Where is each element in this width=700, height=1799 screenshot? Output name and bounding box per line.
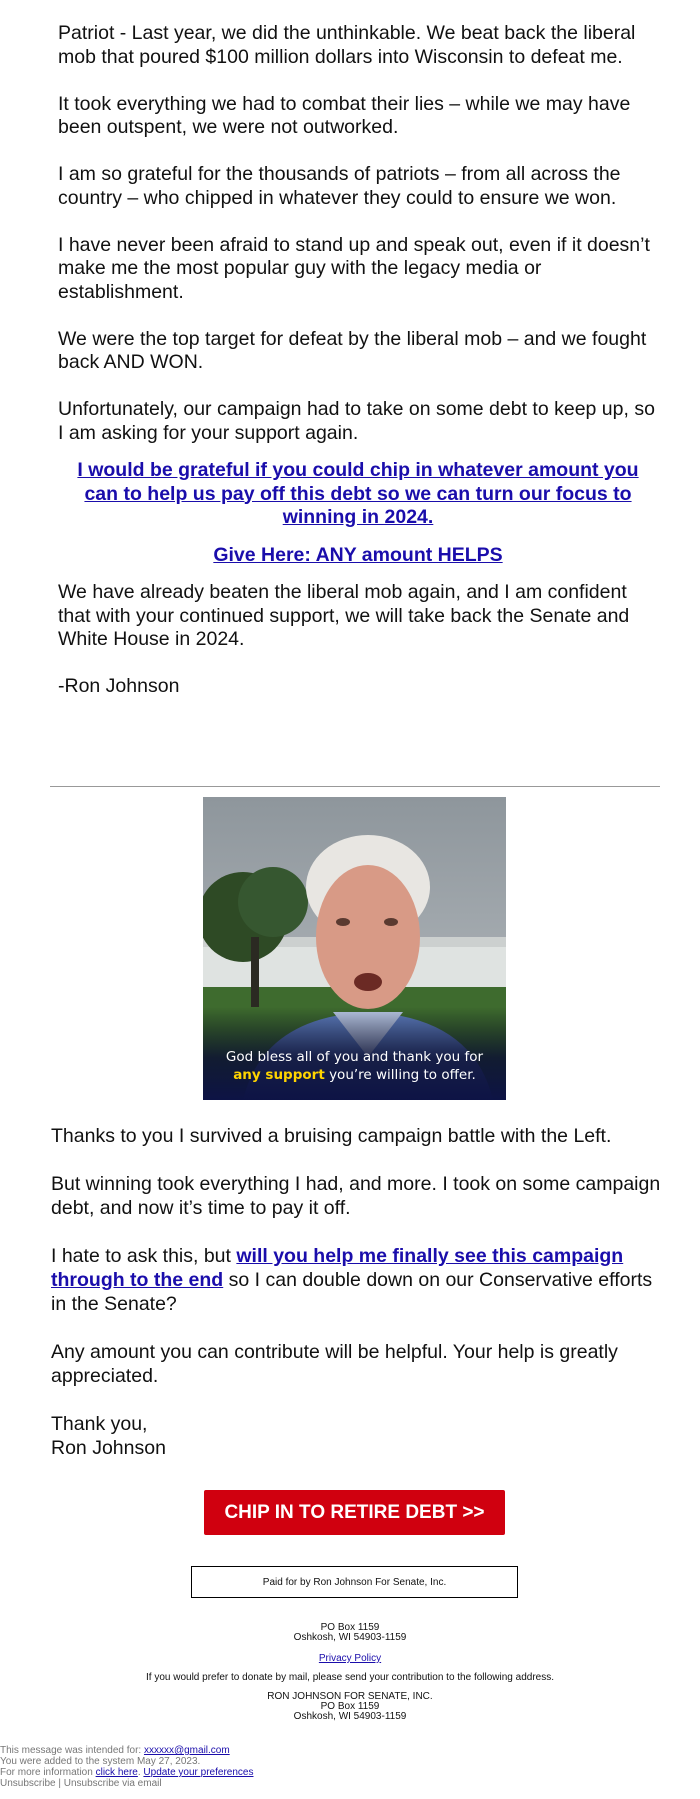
- caption-line-1: God bless all of you and thank you for: [225, 1049, 484, 1065]
- text-after-link: so I can double down on our Conservative efforts in the Senate?: [51, 1269, 653, 1315]
- unsubscribe-link[interactable]: Unsubscribe: [0, 1778, 56, 1789]
- letter-paragraph: It took everything we had to combat their lies – while we may have been outspent, we were not outworked.: [58, 92, 631, 138]
- more-info-line: [0, 1767, 253, 1778]
- caption-line-2: [203, 1066, 506, 1084]
- video-caption: [203, 1048, 506, 1084]
- mailing-address: [0, 1623, 700, 1643]
- caption-highlight: any support: [233, 1067, 325, 1083]
- donation-address: [0, 1692, 700, 1722]
- donate-link-finish-campaign[interactable]: will you help me finally see this campaign through to the end: [51, 1245, 624, 1291]
- letter-paragraph: We were the top target for defeat by the liberal mob – and we fought back AND WON.: [58, 327, 647, 373]
- letter-body: [58, 22, 658, 699]
- chip-in-button[interactable]: CHIP IN TO RETIRE DEBT >>: [204, 1490, 505, 1535]
- paid-for-disclaimer: Paid for by Ron Johnson For Senate, Inc.: [191, 1566, 518, 1598]
- privacy-row: [0, 1654, 700, 1664]
- text-before-link: I hate to ask this, but: [51, 1245, 237, 1267]
- donate-link-give-here[interactable]: Give Here: ANY amount HELPS: [213, 543, 503, 566]
- caption-line-2-rest: you’re willing to offer.: [324, 1067, 476, 1083]
- recipient-email-link[interactable]: xxxxxx@gmail.com: [143, 1745, 230, 1756]
- section-divider: [50, 786, 660, 787]
- more-info-prefix: For more information: [0, 1767, 96, 1778]
- city-state-zip: Oshkosh, WI 54903-1159: [293, 1632, 407, 1643]
- second-message-body: [51, 1124, 661, 1460]
- letter-signature: -Ron Johnson: [58, 675, 180, 697]
- message-paragraph: Thanks to you I survived a bruising campaign battle with the Left.: [51, 1125, 612, 1147]
- update-preferences-link[interactable]: Update your preferences: [143, 1767, 254, 1778]
- message-paragraph: But winning took everything I had, and more. I took on some campaign debt, and now it’s time to pay it off.: [51, 1173, 661, 1219]
- privacy-policy-link[interactable]: Privacy Policy: [318, 1653, 382, 1664]
- org-name: RON JOHNSON FOR SENATE, INC.: [267, 1691, 433, 1702]
- candidate-video-thumbnail[interactable]: [203, 797, 506, 1100]
- sign-off-name: Ron Johnson: [51, 1437, 166, 1459]
- message-paragraph-with-link: [51, 1244, 661, 1316]
- po-box: PO Box 1159: [320, 1701, 380, 1712]
- message-paragraph: Any amount you can contribute will be helpful. Your help is greatly appreciated.: [51, 1341, 618, 1387]
- letter-paragraph: Patriot - Last year, we did the unthinkable. We beat back the liberal mob that poured $100 million dollars into Wisconsin to defeat me.: [58, 22, 636, 68]
- sign-off: [51, 1412, 661, 1460]
- unsubscribe-email-link[interactable]: Unsubscribe via email: [63, 1778, 162, 1789]
- letter-paragraph: I have never been afraid to stand up and speak out, even if it doesn’t make me the most popular guy with the legacy media or establishment.: [58, 233, 650, 303]
- letter-paragraph: Unfortunately, our campaign had to take on some debt to keep up, so I am asking for your support again.: [58, 398, 655, 444]
- letter-paragraph: I am so grateful for the thousands of patriots – from all across the country – who chipped in whatever they could to ensure we won.: [58, 163, 621, 209]
- added-date-line: You were added to the system May 27, 2023.: [0, 1756, 201, 1767]
- intended-prefix: This message was intended for:: [0, 1745, 144, 1756]
- unsubscribe-line: [0, 1778, 253, 1789]
- sign-off-thanks: Thank you,: [51, 1413, 148, 1435]
- intended-for-line: [0, 1745, 253, 1756]
- mail-donation-note: If you would prefer to donate by mail, please send your contribution to the following address.: [145, 1672, 555, 1683]
- donate-link-grateful[interactable]: I would be grateful if you could chip in whatever amount you can to help us pay off this debt so we can turn our focus to winning in 2024.: [77, 459, 639, 528]
- po-box: PO Box 1159: [320, 1622, 380, 1633]
- city-state-zip: Oshkosh, WI 54903-1159: [293, 1711, 407, 1722]
- click-here-link[interactable]: click here: [95, 1767, 138, 1778]
- separator: |: [55, 1778, 64, 1789]
- letter-closing-paragraph: We have already beaten the liberal mob again, and I am confident that with your continued support, we will take back the Senate and White House in 2024.: [58, 581, 630, 650]
- email-meta-footer: [0, 1745, 253, 1789]
- period-separator: .: [137, 1767, 144, 1778]
